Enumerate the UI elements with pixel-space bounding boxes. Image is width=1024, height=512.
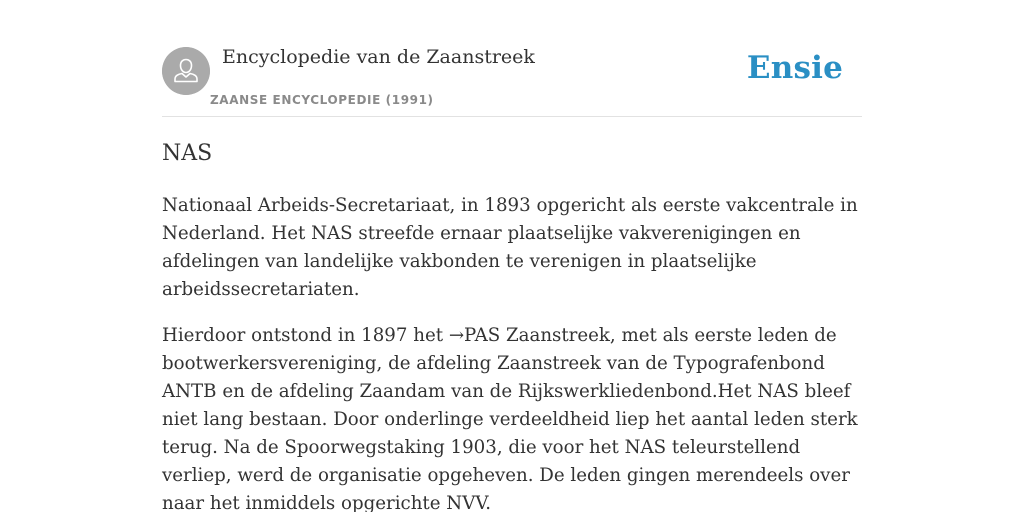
user-silhouette-icon[interactable] — [162, 47, 210, 95]
paragraph-text: , met als eerste leden de bootwerkersvereniging, de afdeling Zaanstreek van de Typografenbond ANTB en de afdeling Zaandam van de Rijkswerkliedenbond.Het NAS bleef niet lang bestaan. Door onderlinge verdeeldheid liep het aantal leden sterk terug. Na de Spoorwegstaking 1903, die voor het NAS teleurstellend verliep, werd de organisatie opgeheven. De leden gingen merendeels over naar het inmiddels opgerichte NVV. — [162, 325, 858, 512]
source-subtitle: ZAANSE ENCYCLOPEDIE (1991) — [210, 93, 434, 107]
entry-paragraph — [162, 322, 862, 512]
source-title[interactable]: Encyclopedie van de Zaanstreek — [222, 46, 535, 68]
paragraph-text: Hierdoor ontstond in 1897 het — [162, 325, 449, 346]
entry-title: NAS — [162, 141, 213, 166]
entry-paragraph: Nationaal Arbeids-Secretariaat, in 1893 opgericht als eerste vakcentrale in Nederland. Het NAS streefde ernaar plaatselijke vakverenigingen en afdelingen van landelijke vakbonden te verenigen in plaatselijke arbeidssecretariaten. — [162, 195, 858, 300]
cross-reference-link[interactable]: →PAS Zaanstreek — [448, 325, 610, 346]
brand-logo[interactable]: Ensie — [746, 50, 843, 86]
entry-body — [162, 192, 862, 512]
source-header — [162, 0, 862, 117]
